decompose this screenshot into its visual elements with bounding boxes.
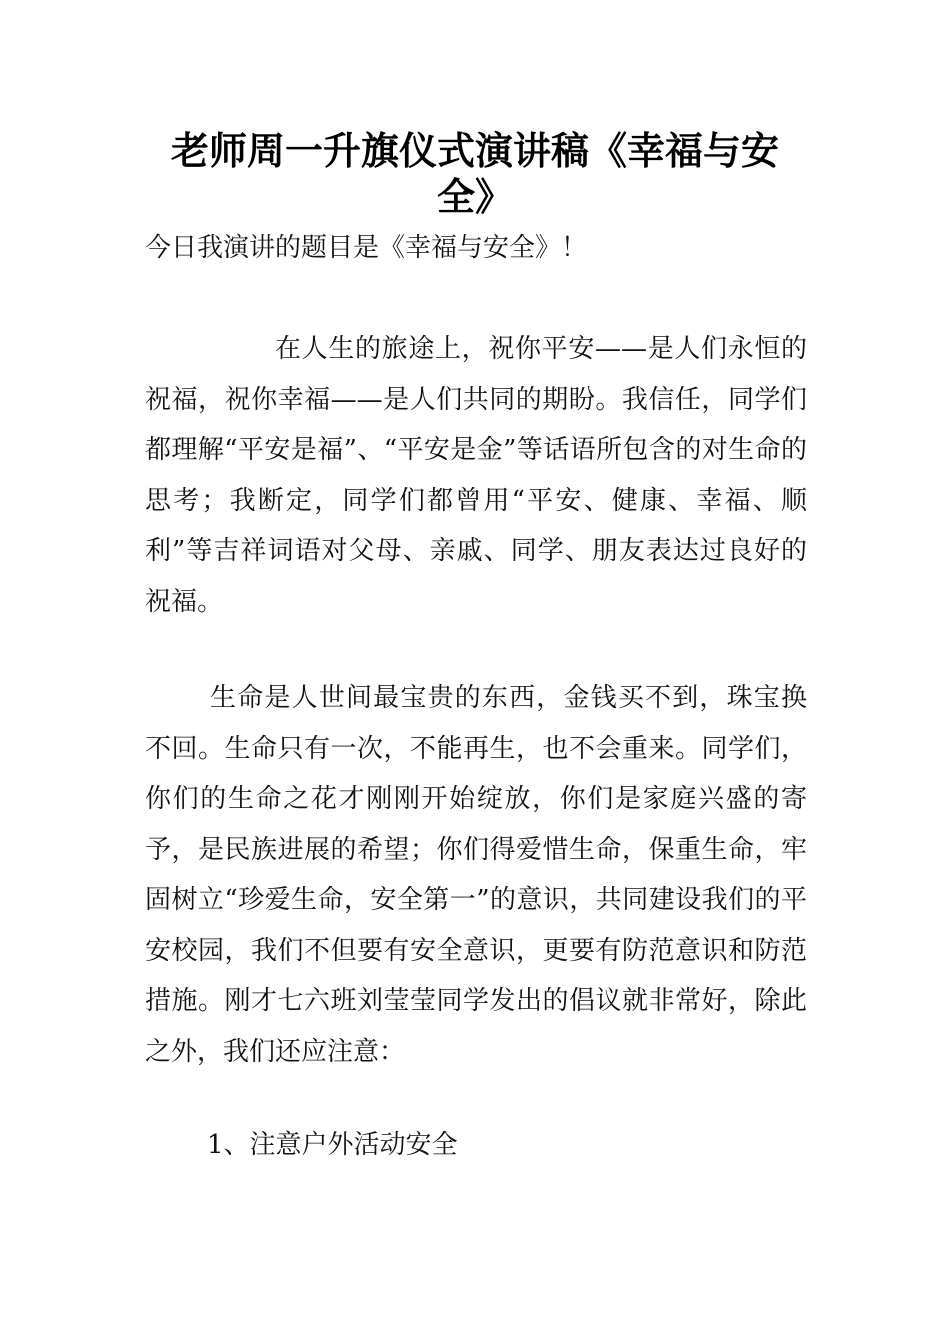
list-item-outdoor-safety: 1、注意户外活动安全 [207,1130,458,1160]
paragraph-blessing: 在人生的旅途上，祝你平安——是人们永恒的祝福，祝你幸福——是人们共同的期盼。我信任，同学们都理解“平安是福”、“平安是金”等话语所包含的对生命的思考；我断定，同学们都曾用“平安、健康、幸福、顺利”等吉祥词语对父母、亲戚、同学、朋友表达过良好的祝福。 [145,334,807,617]
paragraph-life: 生命是人世间最宝贵的东西，金钱买不到，珠宝换不回。生命只有一次，不能再生，也不会重来。同学们，你们的生命之花才刚刚开始绽放，你们是家庭兴盛的寄予，是民族进展的希望；你们得爱惜生命，保重生命，牢固树立“珍爱生命，安全第一”的意识，共同建设我们的平安校园，我们不但要有安全意识，更要有防范意识和防范措施。刚才七六班刘莹莹同学发出的倡议就非常好，除此之外，我们还应注意： [145,683,807,1067]
page-title [145,128,805,220]
title-line-1: 老师周一升旗仪式演讲稿《幸福与安 [170,129,779,173]
intro-line: 今日我演讲的题目是《幸福与安全》！ [145,233,588,263]
title-line-2: 全》 [436,175,513,219]
